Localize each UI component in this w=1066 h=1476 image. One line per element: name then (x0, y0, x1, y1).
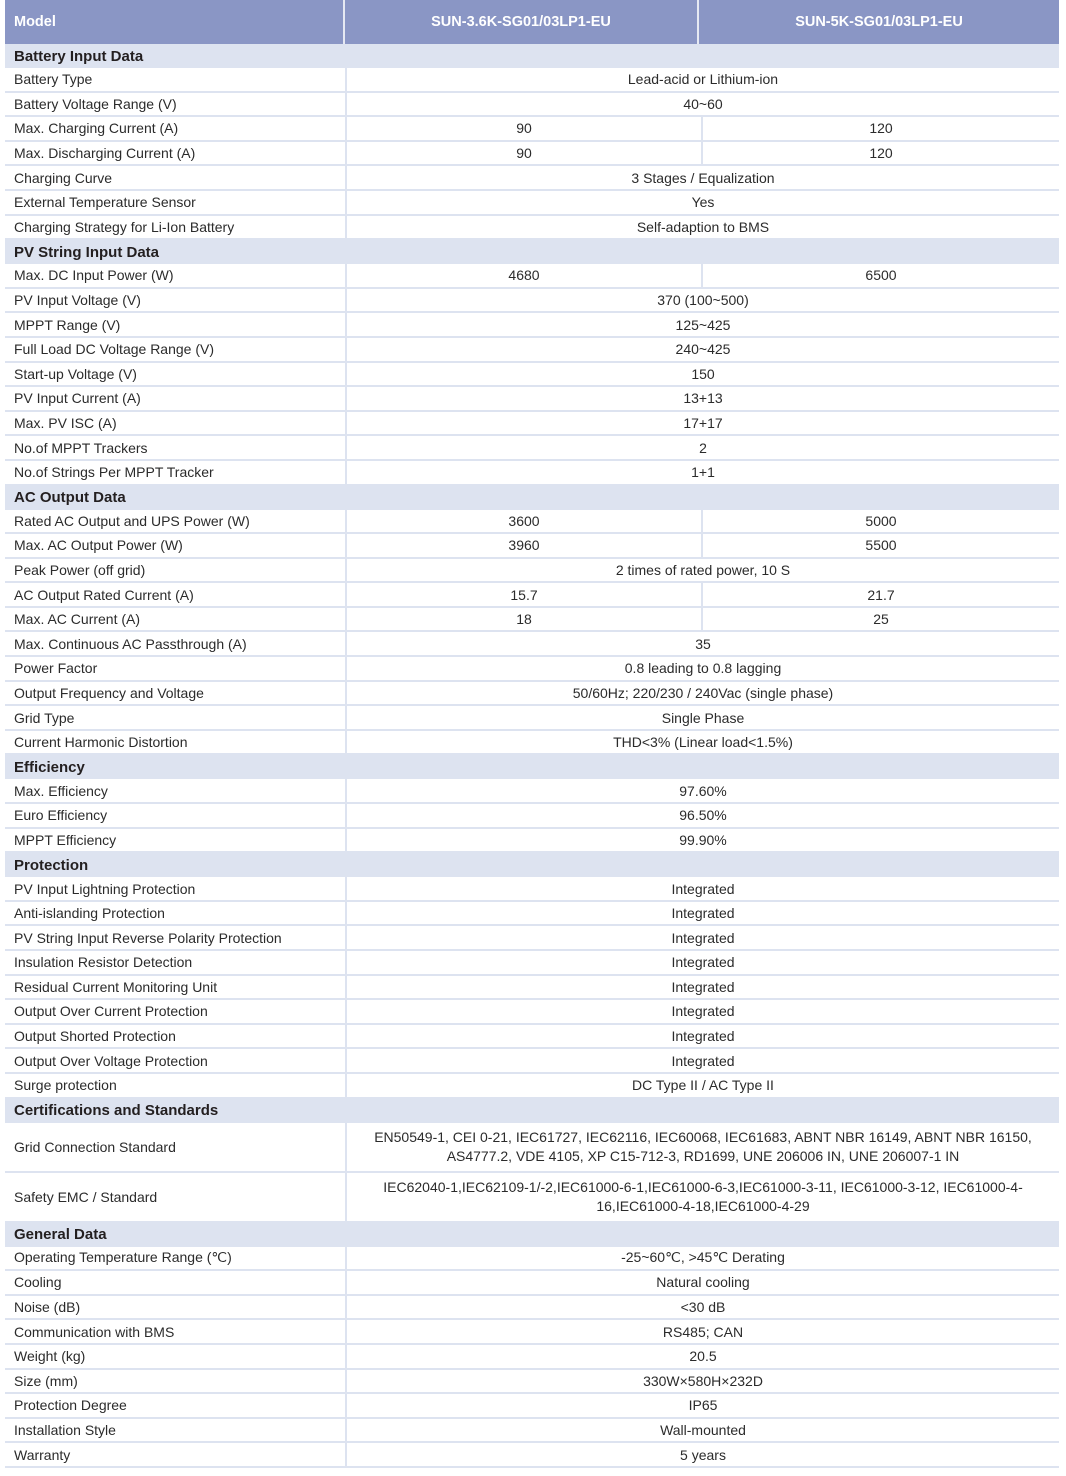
table-row (5, 877, 1059, 902)
row-label: Max. Efficiency (5, 779, 345, 802)
row-value-shared: Integrated (347, 902, 1059, 925)
row-value-shared: 20.5 (347, 1345, 1059, 1368)
row-value-model-2: 120 (703, 117, 1059, 140)
table-row (5, 1025, 1059, 1050)
table-body (5, 44, 1059, 1468)
row-label: No.of Strings Per MPPT Tracker (5, 461, 345, 484)
row-label: Max. PV ISC (A) (5, 412, 345, 435)
row-label: Communication with BMS (5, 1320, 345, 1343)
row-label: PV String Input Reverse Polarity Protection (5, 926, 345, 949)
table-row (5, 313, 1059, 338)
header-model-label: Model (5, 0, 345, 44)
table-row (5, 1173, 1059, 1223)
row-value-shared: <30 dB (347, 1296, 1059, 1319)
table-row (5, 216, 1059, 241)
row-label: MPPT Range (V) (5, 313, 345, 336)
row-value-shared: 2 (347, 436, 1059, 459)
row-label: Power Factor (5, 657, 345, 680)
table-row (5, 534, 1059, 559)
row-value-shared: Self-adaption to BMS (347, 216, 1059, 239)
row-label: Output Frequency and Voltage (5, 682, 345, 705)
row-value-model-2: 25 (703, 608, 1059, 631)
row-label: Output Over Voltage Protection (5, 1049, 345, 1072)
table-row (5, 363, 1059, 388)
row-value-model-2: 6500 (703, 264, 1059, 287)
row-value-shared: 97.60% (347, 779, 1059, 802)
table-row (5, 657, 1059, 682)
row-label: No.of MPPT Trackers (5, 436, 345, 459)
table-row (5, 338, 1059, 363)
row-value-model-1: 3600 (347, 510, 701, 533)
row-value-shared: 50/60Hz; 220/230 / 240Vac (single phase) (347, 682, 1059, 705)
section-header: Protection (5, 853, 1059, 877)
table-row (5, 117, 1059, 142)
row-value-shared: 2 times of rated power, 10 S (347, 559, 1059, 582)
row-value-model-1: 18 (347, 608, 701, 631)
row-value-shared: Wall-mounted (347, 1419, 1059, 1442)
row-label: Weight (kg) (5, 1345, 345, 1368)
row-value-shared: 370 (100~500) (347, 289, 1059, 312)
row-value-model-1: 90 (347, 117, 701, 140)
row-value-shared: 240~425 (347, 338, 1059, 361)
row-label: Anti-islanding Protection (5, 902, 345, 925)
table-row (5, 1443, 1059, 1468)
row-value-shared: DC Type II / AC Type II (347, 1074, 1059, 1097)
row-value-shared: 35 (347, 632, 1059, 655)
table-row (5, 976, 1059, 1001)
row-label: Output Over Current Protection (5, 1000, 345, 1023)
row-value-shared: RS485; CAN (347, 1320, 1059, 1343)
section-header: PV String Input Data (5, 240, 1059, 264)
section-header: AC Output Data (5, 486, 1059, 510)
row-value-shared: 3 Stages / Equalization (347, 166, 1059, 189)
table-row (5, 608, 1059, 633)
row-value-shared: Integrated (347, 926, 1059, 949)
row-label: Full Load DC Voltage Range (V) (5, 338, 345, 361)
table-row (5, 387, 1059, 412)
row-label: Grid Type (5, 706, 345, 729)
table-row (5, 1419, 1059, 1444)
row-label: Charging Curve (5, 166, 345, 189)
row-value-shared: -25~60℃, >45℃ Derating (347, 1247, 1059, 1270)
table-row (5, 951, 1059, 976)
table-row (5, 632, 1059, 657)
row-value-shared: Integrated (347, 877, 1059, 900)
row-label: Rated AC Output and UPS Power (W) (5, 510, 345, 533)
row-value-model-1: 90 (347, 142, 701, 165)
row-value-shared: 5 years (347, 1443, 1059, 1466)
table-row (5, 142, 1059, 167)
table-row (5, 902, 1059, 927)
table-row (5, 1123, 1059, 1173)
row-label: Euro Efficiency (5, 804, 345, 827)
section-header: Efficiency (5, 755, 1059, 779)
table-row (5, 731, 1059, 756)
row-value-shared: 13+13 (347, 387, 1059, 410)
row-value-shared: 17+17 (347, 412, 1059, 435)
table-row (5, 289, 1059, 314)
row-value-shared: Yes (347, 191, 1059, 214)
row-label: PV Input Lightning Protection (5, 877, 345, 900)
row-label: Operating Temperature Range (℃) (5, 1247, 345, 1270)
table-row (5, 461, 1059, 486)
table-row (5, 68, 1059, 93)
table-header (5, 0, 1059, 44)
table-row (5, 436, 1059, 461)
row-value-shared: 96.50% (347, 804, 1059, 827)
table-row (5, 1370, 1059, 1395)
row-value-shared: 125~425 (347, 313, 1059, 336)
table-row (5, 412, 1059, 437)
row-value-shared: 150 (347, 363, 1059, 386)
table-row (5, 1320, 1059, 1345)
row-value-shared: IEC62040-1,IEC62109-1/-2,IEC61000-6-1,IEC61000-6-3,IEC61000-3-11, IEC61000-3-12, IEC61000-4-16,IEC61000-4-18,IEC61000-4-29 (347, 1173, 1059, 1221)
row-value-shared: 330W×580H×232D (347, 1370, 1059, 1393)
row-label: Safety EMC / Standard (5, 1173, 345, 1221)
row-label: Residual Current Monitoring Unit (5, 976, 345, 999)
row-label: External Temperature Sensor (5, 191, 345, 214)
row-value-shared: 99.90% (347, 829, 1059, 852)
table-row (5, 1049, 1059, 1074)
row-label: Installation Style (5, 1419, 345, 1442)
row-value-shared: 0.8 leading to 0.8 lagging (347, 657, 1059, 680)
row-label: Peak Power (off grid) (5, 559, 345, 582)
row-value-model-2: 5000 (703, 510, 1059, 533)
row-label: Max. Charging Current (A) (5, 117, 345, 140)
row-value-shared: 1+1 (347, 461, 1059, 484)
row-label: Max. AC Output Power (W) (5, 534, 345, 557)
table-row (5, 1271, 1059, 1296)
row-label: Battery Voltage Range (V) (5, 93, 345, 116)
table-row (5, 264, 1059, 289)
row-label: Battery Type (5, 68, 345, 91)
row-label: Warranty (5, 1443, 345, 1466)
table-row (5, 93, 1059, 118)
table-row (5, 829, 1059, 854)
table-row (5, 779, 1059, 804)
row-value-shared: Integrated (347, 1000, 1059, 1023)
table-row (5, 1000, 1059, 1025)
table-row (5, 1345, 1059, 1370)
table-row (5, 191, 1059, 216)
section-header: Certifications and Standards (5, 1099, 1059, 1123)
row-value-shared: THD<3% (Linear load<1.5%) (347, 731, 1059, 754)
row-label: Insulation Resistor Detection (5, 951, 345, 974)
row-value-shared: Integrated (347, 951, 1059, 974)
row-value-shared: Lead-acid or Lithium-ion (347, 68, 1059, 91)
table-row (5, 510, 1059, 535)
row-label: Grid Connection Standard (5, 1123, 345, 1171)
row-value-shared: Integrated (347, 976, 1059, 999)
header-model-2: SUN-5K-SG01/03LP1-EU (795, 14, 963, 30)
table-row (5, 1247, 1059, 1272)
table-row (5, 559, 1059, 584)
row-value-model-1: 3960 (347, 534, 701, 557)
row-value-shared: IP65 (347, 1394, 1059, 1417)
table-row (5, 1394, 1059, 1419)
row-label: AC Output Rated Current (A) (5, 583, 345, 606)
row-label: Max. Discharging Current (A) (5, 142, 345, 165)
row-value-model-1: 15.7 (347, 583, 701, 606)
row-label: Start-up Voltage (V) (5, 363, 345, 386)
header-model-1: SUN-3.6K-SG01/03LP1-EU (345, 0, 699, 44)
row-value-model-2: 5500 (703, 534, 1059, 557)
row-label: Max. AC Current (A) (5, 608, 345, 631)
row-value-shared: Integrated (347, 1025, 1059, 1048)
row-label: Max. DC Input Power (W) (5, 264, 345, 287)
row-value-shared: EN50549-1, CEI 0-21, IEC61727, IEC62116, IEC60068, IEC61683, ABNT NBR 16149, ABNT NBR 16150, AS4777.2, VDE 4105, XP C15-712-3, RD1699, UNE 206006 IN, UNE 206007-1 IN (347, 1123, 1059, 1171)
row-label: MPPT Efficiency (5, 829, 345, 852)
table-row (5, 166, 1059, 191)
table-row (5, 804, 1059, 829)
row-label: Current Harmonic Distortion (5, 731, 345, 754)
table-row (5, 1296, 1059, 1321)
table-row (5, 706, 1059, 731)
row-label: Cooling (5, 1271, 345, 1294)
row-value-model-2: 120 (703, 142, 1059, 165)
row-value-shared: Natural cooling (347, 1271, 1059, 1294)
row-value-shared: Integrated (347, 1049, 1059, 1072)
table-row (5, 583, 1059, 608)
table-row (5, 682, 1059, 707)
row-label: Noise (dB) (5, 1296, 345, 1319)
row-label: Output Shorted Protection (5, 1025, 345, 1048)
section-header: General Data (5, 1223, 1059, 1247)
row-label: Charging Strategy for Li-Ion Battery (5, 216, 345, 239)
row-label: Max. Continuous AC Passthrough (A) (5, 632, 345, 655)
row-label: Protection Degree (5, 1394, 345, 1417)
table-row (5, 926, 1059, 951)
table-row (5, 1074, 1059, 1099)
row-label: Surge protection (5, 1074, 345, 1097)
row-value-shared: Single Phase (347, 706, 1059, 729)
row-value-shared: 40~60 (347, 93, 1059, 116)
spec-table (5, 0, 1059, 1468)
row-label: PV Input Current (A) (5, 387, 345, 410)
row-value-model-2: 21.7 (703, 583, 1059, 606)
row-label: Size (mm) (5, 1370, 345, 1393)
row-value-model-1: 4680 (347, 264, 701, 287)
row-label: PV Input Voltage (V) (5, 289, 345, 312)
section-header: Battery Input Data (5, 44, 1059, 68)
